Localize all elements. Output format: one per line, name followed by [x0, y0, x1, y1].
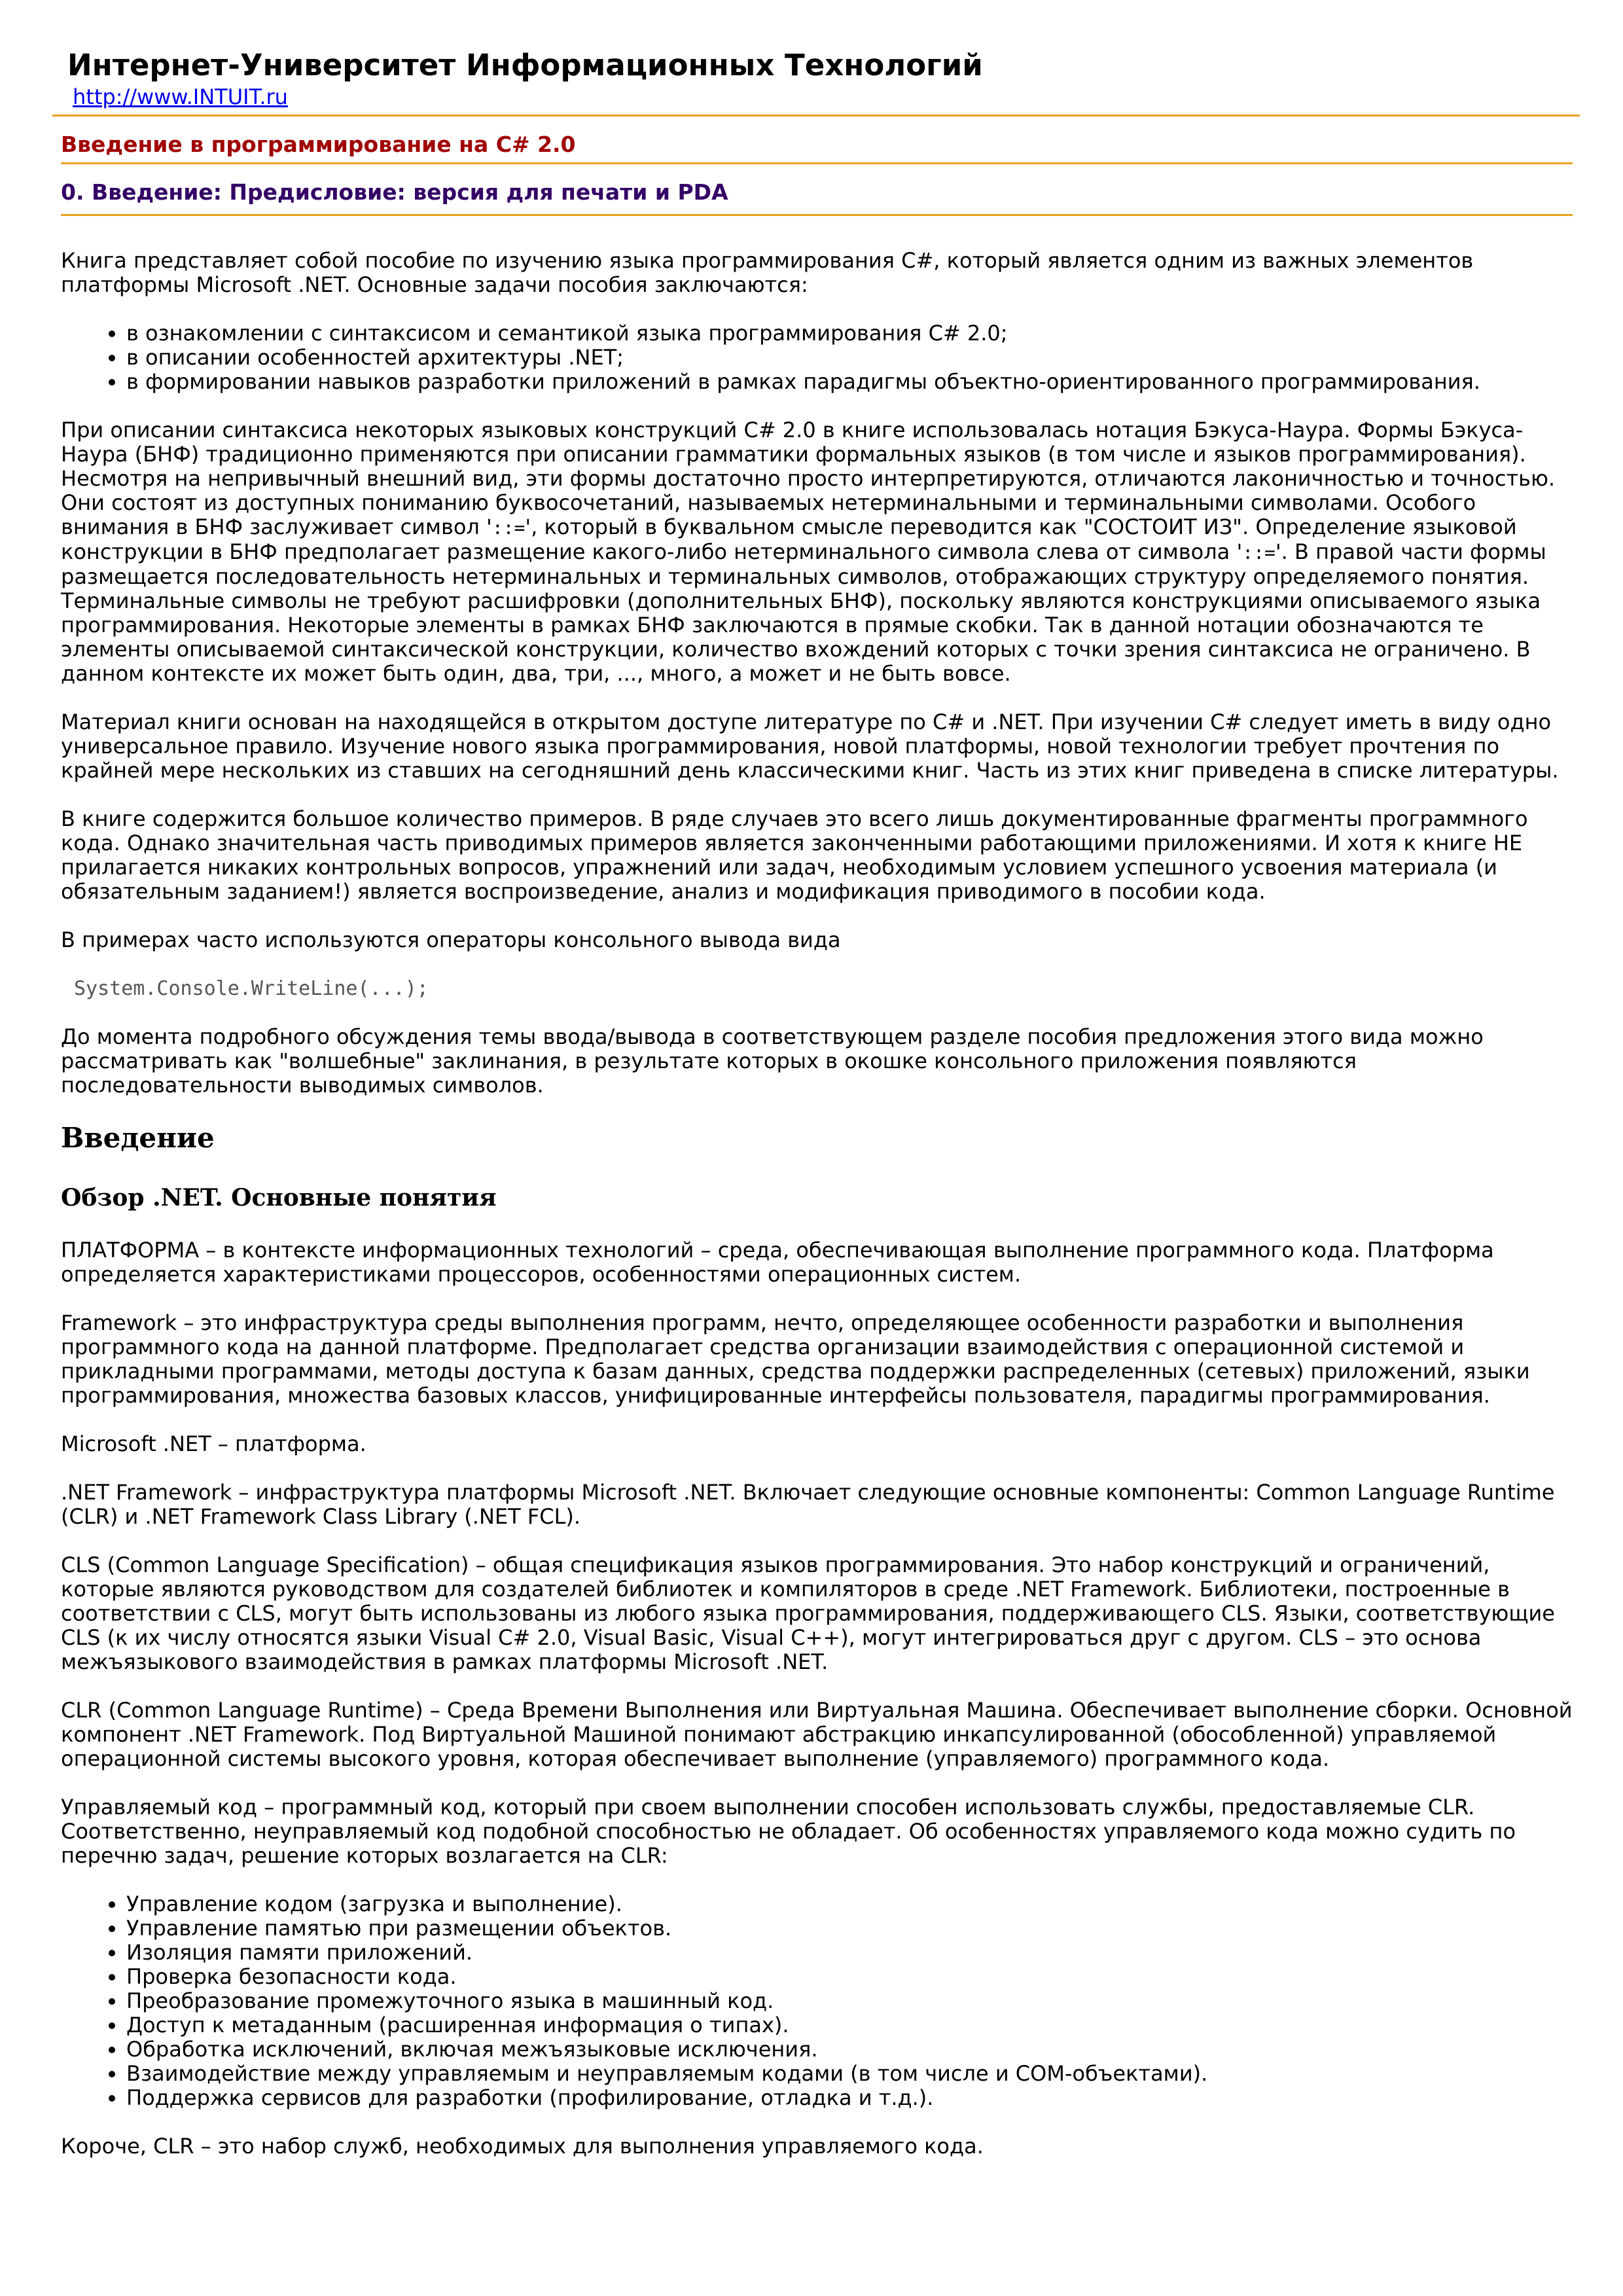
clr-tasks-list [61, 1892, 1573, 2110]
examples-paragraph: В книге содержится большое количество примеров. В ряде случаев это всего лишь документированные фрагменты программного кода. Однако значительная часть приводимых примеров является законченными работающими приложениями. И хотя к книге НЕ прилагается никаких контрольных вопросов, упражнений или задач, необходимым условием успешного усвоения материала (и обязательным заданием!) является воспроизведение, анализ и модификация приводимого в пособии кода. [61, 806, 1528, 904]
list-item: • Преобразование промежуточного языка в машинный код. [126, 1989, 1573, 2013]
clr-definition: CLR (Common Language Runtime) – Среда Времени Выполнения или Виртуальная Машина. Обеспечивает выполнение сборки. Основной компонент .NET Framework. Под Виртуальной Машиной понимают абстракцию инкапсулированной (обособленной) управляемой операционной системы высокого уровня, которая обеспечивает выполнение (управляемого) программного кода. [61, 1698, 1573, 1771]
list-item: • в ознакомлении с синтаксисом и семантикой языка программирования C# 2.0; [126, 321, 1573, 346]
list-item: • в описании особенностей архитектуры .NET; [126, 346, 1573, 370]
console-intro: В примерах часто используются операторы консольного вывода вида [61, 927, 841, 952]
list-item: • Поддержка сервисов для разработки (профилирование, отладка и т.д.). [126, 2086, 1573, 2110]
section-heading: Введение [61, 1122, 215, 1154]
framework-definition: Framework – это инфраструктура среды выполнения программ, нечто, определяющее особенности разработки и выполнения программного кода на данной платформе. Предполагает средства организации взаимодействия с операционной системой и прикладными программами, методы доступа к базам данных, средства поддержки распределенных (сетевых) приложений, языки программирования, множества базовых классов, унифицированные интерфейсы пользователя, парадигмы программирования. [61, 1310, 1530, 1408]
lecture-title: 0. Введение: Предисловие: версия для печати и PDA [61, 179, 728, 205]
bnf-paragraph [61, 418, 1573, 686]
bnf-symbol: ::= [1242, 542, 1275, 564]
list-item: • Управление кодом (загрузка и выполнение). [126, 1892, 1573, 1916]
header-divider [52, 115, 1580, 117]
list-item: • Управление памятью при размещении объектов. [126, 1916, 1573, 1941]
subsection-heading: Обзор .NET. Основные понятия [61, 1184, 497, 1211]
list-item: • в формировании навыков разработки приложений в рамках парадигмы объектно-ориентированного программирования. [126, 370, 1573, 394]
lecture-content [61, 249, 1573, 2183]
platform-definition: ПЛАТФОРМА – в контексте информационных технологий – среда, обеспечивающая выполнение программного кода. Платформа определяется характеристиками процессоров, особенностями операционных систем. [61, 1238, 1494, 1287]
list-item: • Взаимодействие между управляемым и неуправляемым кодами (в том числе и COM-объектами). [126, 2062, 1573, 2086]
net-framework-definition: .NET Framework – инфраструктура платформы Microsoft .NET. Включает следующие основные компоненты: Common Language Runtime (CLR) и .NET Framework Class Library (.NET FCL). [61, 1480, 1555, 1529]
bnf-symbol: ::= [491, 517, 526, 539]
literature-paragraph: Материал книги основан на находящейся в открытом доступе литературе по C# и .NET. При изучении C# следует иметь в виду одно универсальное правило. Изучение нового языка программирования, новой платформы, новой технологии требует прочтения по крайней мере нескольких из ставших на сегодняшний день классическими книг. Часть из этих книг приведена в списке литературы. [61, 709, 1559, 783]
lecture-divider [61, 214, 1573, 216]
list-item: • Изоляция памяти приложений. [126, 1941, 1573, 1965]
managed-code-definition: Управляемый код – программный код, который при своем выполнении способен использовать службы, предоставляемые CLR. Соответственно, неуправляемый код подобной способностью не обладает. Об особенностях управляемого кода можно судить по перечню задач, решение которых возлагается на CLR: [61, 1795, 1516, 1868]
clr-summary: Короче, CLR – это набор служб, необходимых для выполнения управляемого кода. [61, 2134, 984, 2159]
course-title[interactable]: Введение в программирование на C# 2.0 [61, 132, 576, 157]
list-item: • Доступ к метаданным (расширенная информация о типах). [126, 2013, 1573, 2037]
goals-list [61, 321, 1573, 394]
list-item: • Обработка исключений, включая межъязыковые исключения. [126, 2037, 1573, 2062]
bnf-text-1: При описании синтаксиса некоторых языковых конструкций C# 2.0 в книге использовалась нотация Бэкуса-Наура. Формы Бэкуса-Наура (БНФ) традиционно применяются при описании грамматики формальных языков (в том числе и языков программирования). Несмотря на непривычный внешний вид, эти формы достаточно просто интерпретируются, отличаются лаконичностью и точностью. Они состоят из доступных пониманию буквосочетаний, называемых нетерминальными и терминальными символами. Особого внимания в БНФ заслуживает символ ' [61, 418, 1556, 539]
cls-definition: CLS (Common Language Specification) – общая спецификация языков программирования. Это набор конструкций и ограничений, которые являются руководством для создателей библиотек и компиляторов в среде .NET Framework. Библиотеки, построенные в соответствии с CLS, могут быть использованы из любого языка программирования, поддерживающего CLS. Языки, соответствующие CLS (к их числу относятся языки Visual C# 2.0, Visual Basic, Visual C++), могут интегрироваться друг с другом. CLS – это основа межъязыкового взаимодействия в рамках платформы Microsoft .NET. [61, 1552, 1555, 1674]
ms-net-definition: Microsoft .NET – платформа. [61, 1431, 366, 1456]
code-sample: System.Console.WriteLine(...); [74, 977, 429, 1000]
site-title: Интернет-Университет Информационных Технологий [67, 48, 983, 82]
bnf-text-2: ', который в буквальном смысле переводится как "СОСТОИТ ИЗ". Определение языковой конструкции в БНФ предполагает размещение какого-либо нетерминального символа слева от символа ' [61, 514, 1517, 564]
list-item: • Проверка безопасности кода. [126, 1965, 1573, 1989]
site-header [67, 47, 983, 110]
course-divider [61, 162, 1573, 164]
preface-intro: Книга представляет собой пособие по изучению языка программирования C#, который является одним из важных элементов платформы Microsoft .NET. Основные задачи пособия заключаются: [61, 248, 1474, 297]
magic-paragraph: До момента подробного обсуждения темы ввода/вывода в соответствующем разделе пособия предложения этого вида можно рассматривать как "волшебные" заклинания, в результате которых в окошке консольного приложения появляются последовательности выводимых символов. [61, 1024, 1484, 1098]
site-url-link[interactable]: http://www.INTUIT.ru [73, 84, 288, 109]
bnf-text-3: '. В правой части формы размещается последовательность нетерминальных и терминальных символов, отображающих структуру определяемого понятия. Терминальные символы не требуют расшифровки (дополнительных БНФ), поскольку являются конструкциями описываемого языка программирования. Некоторые элементы в рамках БНФ заключаются в прямые скобки. Так в данной нотации обозначаются те элементы описываемой синтаксической конструкции, количество вхождений которых с точки зрения синтаксиса не ограничено. В данном контексте их может быть один, два, три, ..., много, а может и не быть вовсе. [61, 539, 1546, 686]
